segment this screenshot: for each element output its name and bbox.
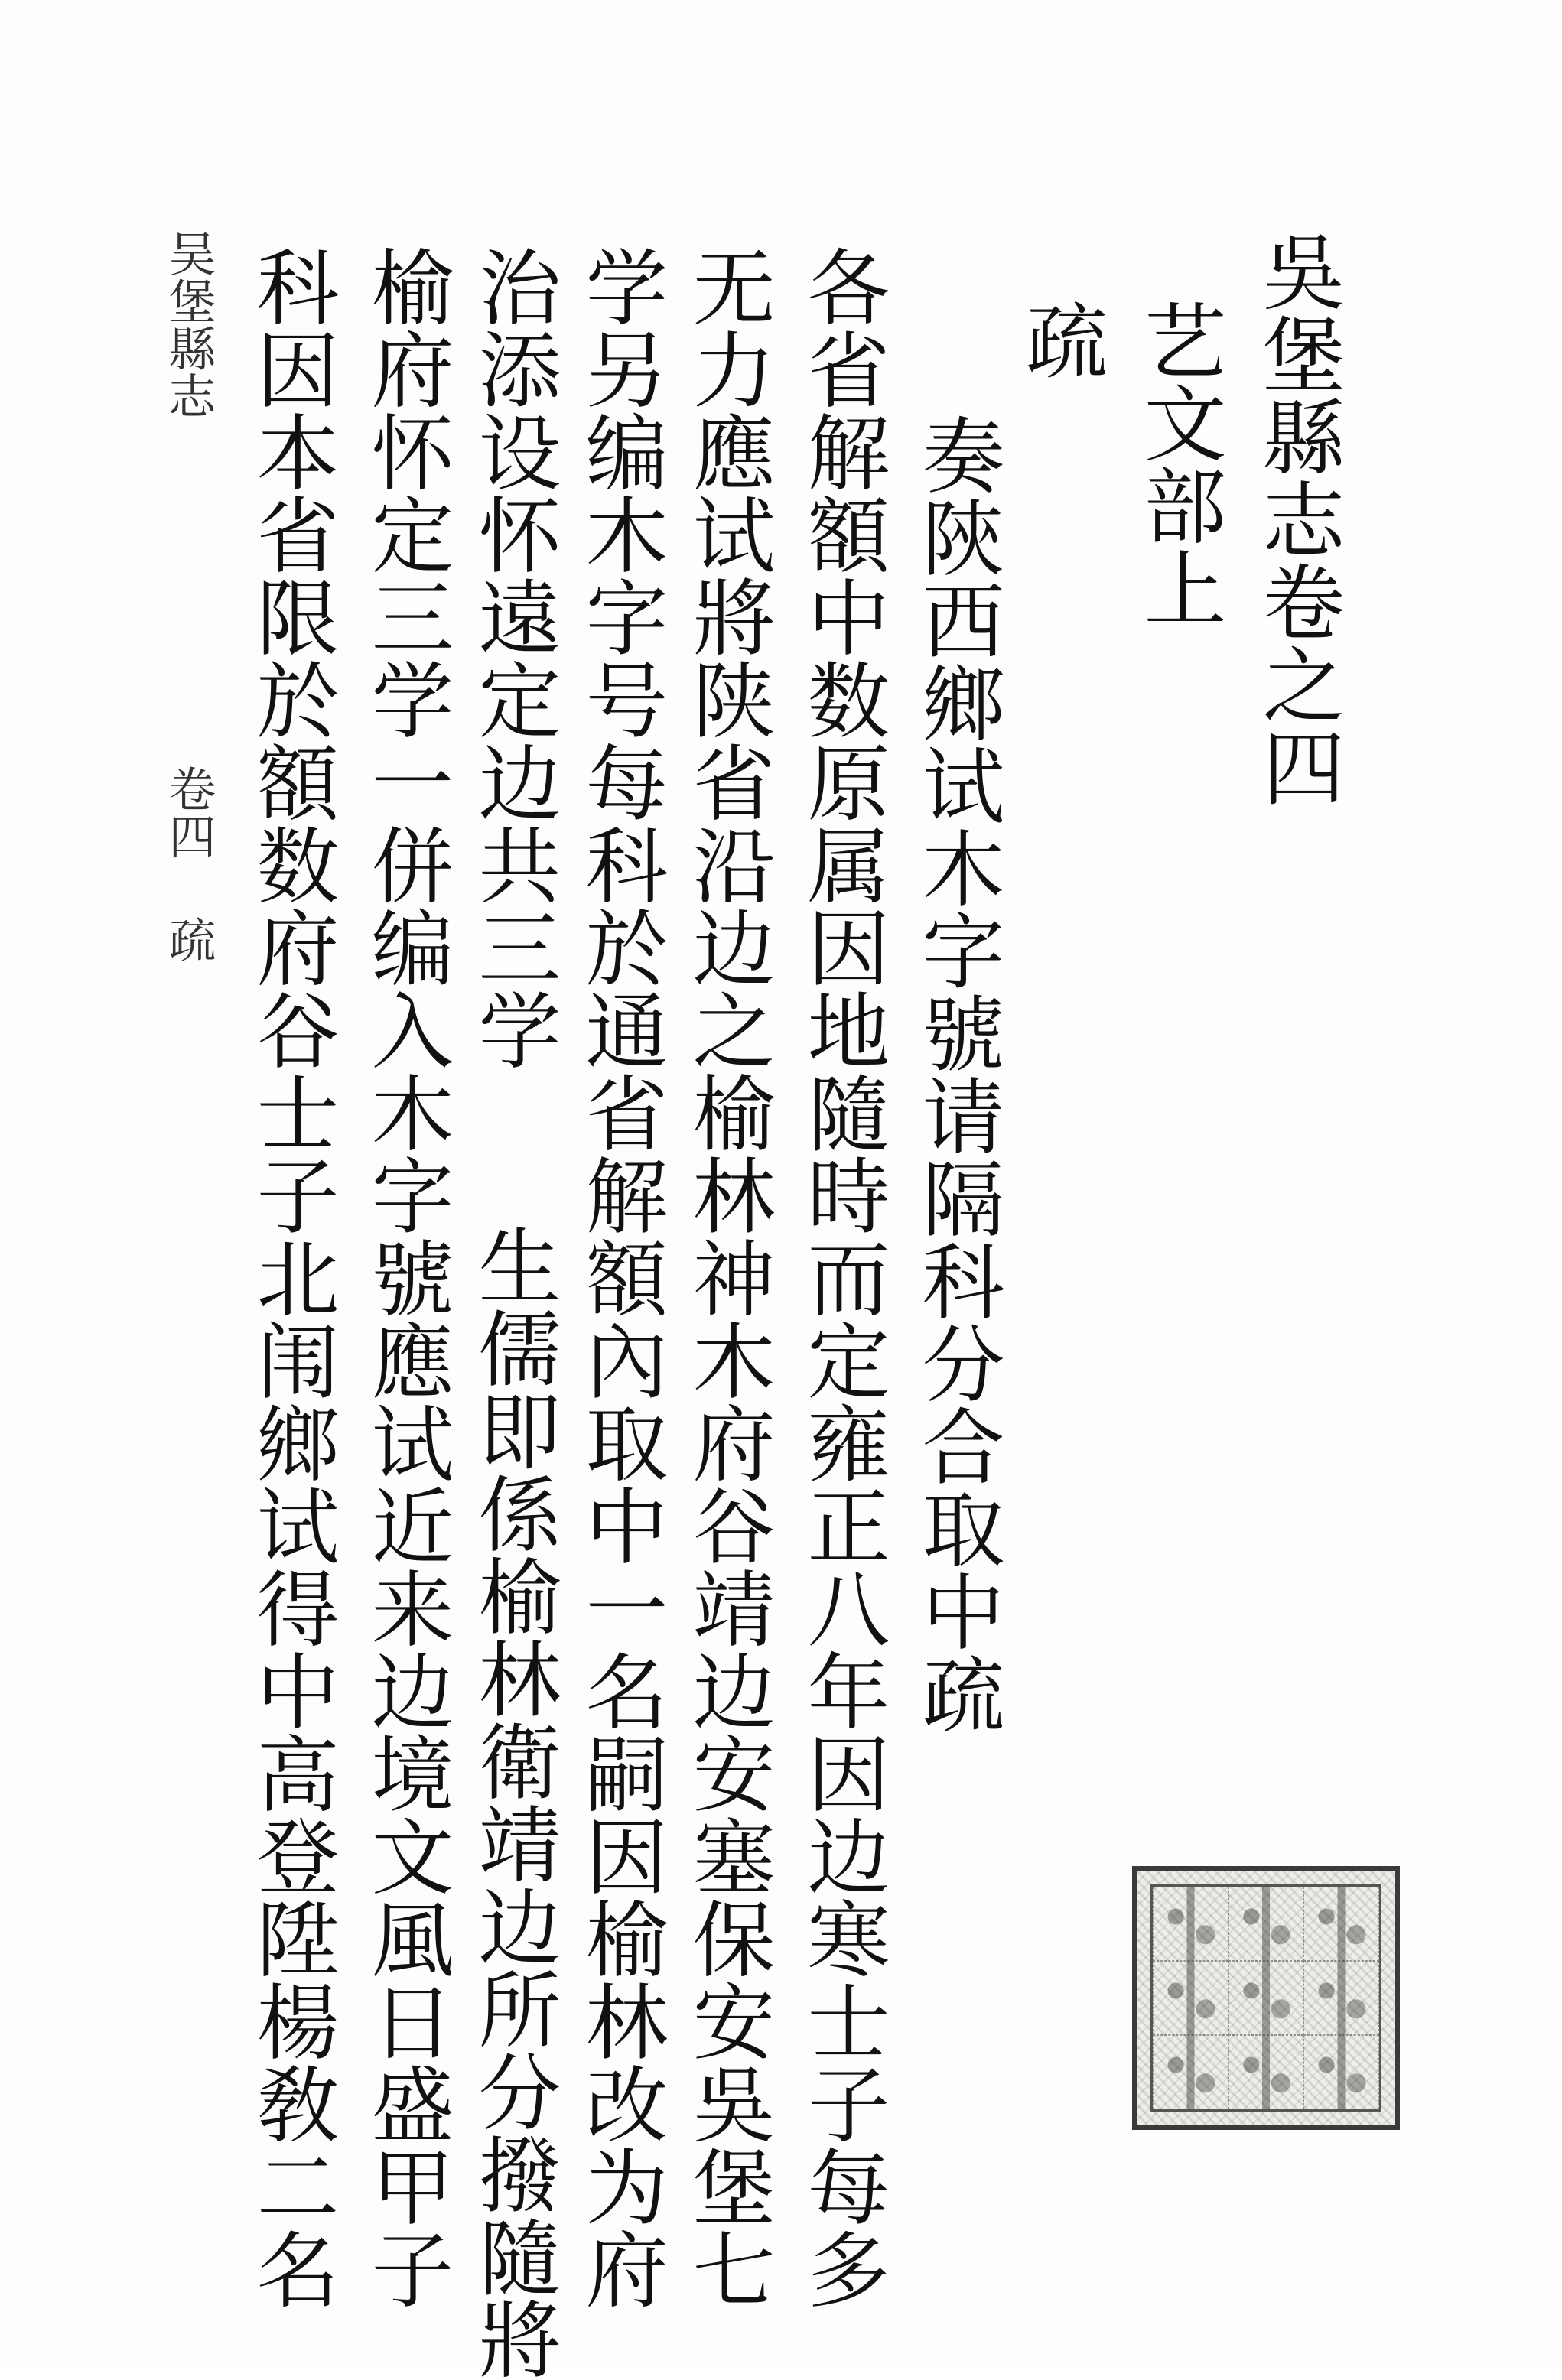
seal-glyph [1153,1887,1228,1961]
text-column-5: 榆府怀定三学一併编入木字號應试近来边境文風日盛甲子 [357,245,453,2310]
text-column-4-tail: 生儒即係榆林衛靖边所分撥隨將 [464,1224,560,2380]
text-column-4 [464,245,560,2380]
volume-title: 吳堡縣志卷之四 [1248,229,1344,808]
memorial-heading: 奏陝西鄉试木字號请隔科分合取中疏 [908,413,1004,1735]
seal-glyph [1228,2035,1304,2109]
library-seal-stamp [1132,1866,1400,2130]
seal-glyph [1303,1887,1379,1961]
genre-label: 疏 [1011,298,1107,381]
seal-glyph [1153,2035,1228,2109]
seal-glyph [1153,1961,1228,2035]
text-column-4-head: 治添设怀遠定边共三学 [464,245,560,1071]
margin-note-bottom: 卷四 疏 [161,765,216,963]
text-column-3: 学另编木字号每科於通省解額內取中一名嗣因榆林改为府 [571,245,667,2310]
margin-note-top: 吴堡縣志 [161,229,216,419]
seal-glyph [1228,1887,1304,1961]
seal-glyph [1303,1961,1379,2035]
text-column-1: 各省解額中数原属因地隨時而定雍正八年因边寒士子每多 [793,245,889,2310]
text-column-6: 科因本省限於額数府谷士子北闱鄉试得中高登陞楊敎二名 [242,245,338,2310]
seal-glyph [1228,1961,1304,2035]
seal-inner-frame [1150,1884,1381,2112]
text-column-2: 无力應试將陕省沿边之榆林神木府谷靖边安塞保安吳堡七 [678,245,774,2310]
seal-glyph [1303,2035,1379,2109]
section-title: 艺文部上 [1130,298,1225,629]
